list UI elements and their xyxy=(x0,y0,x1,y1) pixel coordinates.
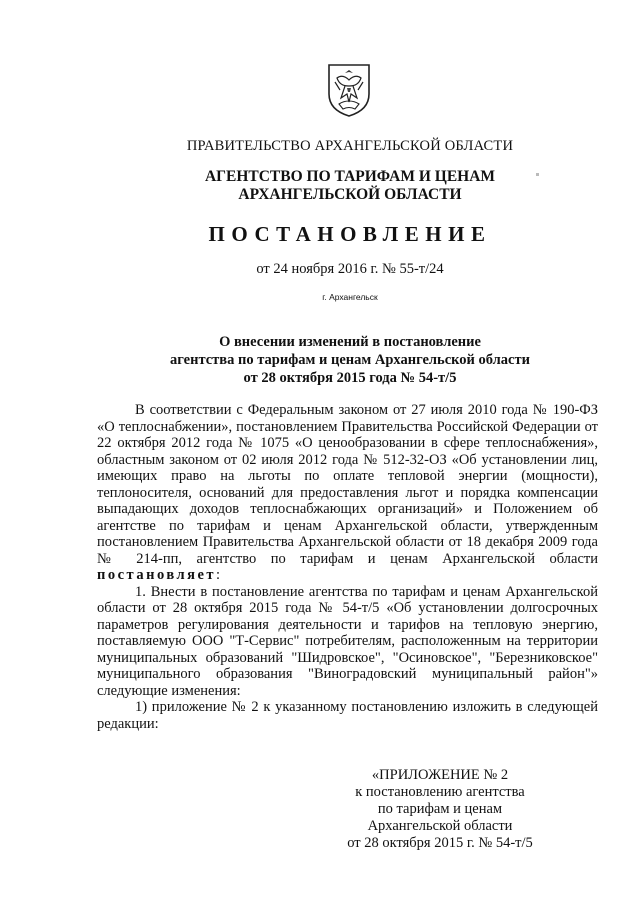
document-body xyxy=(97,402,598,732)
document-title-line3: от 28 октября 2015 года № 54-т/5 xyxy=(243,370,457,386)
appendix-line1: «ПРИЛОЖЕНИЕ № 2 xyxy=(371,767,509,783)
paragraph-item-1: 1. Внести в постановление агентства по тарифам и ценам Архангельской области от 28 октября 2015 года № 54-т/5 «Об установлении долгосрочных параметров регулирования деятельности и тарифов на тепловую энергию, поставляемую ООО "Т-Сервис" потребителям, расположенным на территории муниципальных образований "Шидровское", "Осиновское", "Березниковское" муниципального образования "Виноградовский муниципальный район"» следующие изменения: xyxy=(97,583,598,699)
preamble-text: В соответствии с Федеральным законом от 27 июля 2010 года № 190-ФЗ «О теплоснабжении», постановлением Правительства Российской Федерации от 22 октября 2012 года № 1075 «О ценообразовании в сфере теплоснабжения», областным законом от 02 июля 2012 года № 512-32-ОЗ «Об установлении лиц, имеющих право на льготы по оплате тепловой энергии (мощности), теплоносителя, оснований для предоставления льгот и порядка компенсации выпадающих доходов теплоснабжающих организаций» и Положением об агентстве по тарифам и ценам Архангельской области, утвержденным постановлением Правительства Архангельской области от 18 декабря 2009 года № 214-пп, агентство по тарифам и ценам Архангельской области xyxy=(97,402,598,567)
document-title-line2: агентства по тарифам и ценам Архангельской области xyxy=(170,352,530,368)
appendix-line4: Архангельской области xyxy=(367,818,513,834)
government-name: ПРАВИТЕЛЬСТВО АРХАНГЕЛЬСКОЙ ОБЛАСТИ xyxy=(186,138,514,154)
paragraph-subitem-1: 1) приложение № 2 к указанному постановлению изложить в следующей редакции: xyxy=(97,699,598,732)
document-type: ПОСТАНОВЛЕНИЕ xyxy=(208,222,492,246)
paragraph-preamble xyxy=(97,402,598,584)
agency-name-line1: АГЕНТСТВО ПО ТАРИФАМ И ЦЕНАМ xyxy=(204,168,496,185)
appendix-header xyxy=(320,767,560,852)
document-date-number: от 24 ноября 2016 г. № 55-т/24 xyxy=(256,261,444,277)
preamble-end: : xyxy=(216,567,221,583)
agency-name-line2: АРХАНГЕЛЬСКОЙ ОБЛАСТИ xyxy=(238,186,462,203)
scan-artifact xyxy=(536,173,539,176)
document-city: г. Архангельск xyxy=(322,292,378,302)
agency-name xyxy=(0,168,640,204)
appendix-line3: по тарифам и ценам xyxy=(377,801,503,817)
coat-of-arms-icon xyxy=(325,62,373,118)
document-title-line1: О внесении изменений в постановление xyxy=(219,334,481,350)
resolves-word: постановляет xyxy=(97,567,217,583)
appendix-line2: к постановлению агентства xyxy=(355,784,525,800)
document-title xyxy=(0,333,640,387)
appendix-line5: от 28 октября 2015 г. № 54-т/5 xyxy=(347,835,533,851)
